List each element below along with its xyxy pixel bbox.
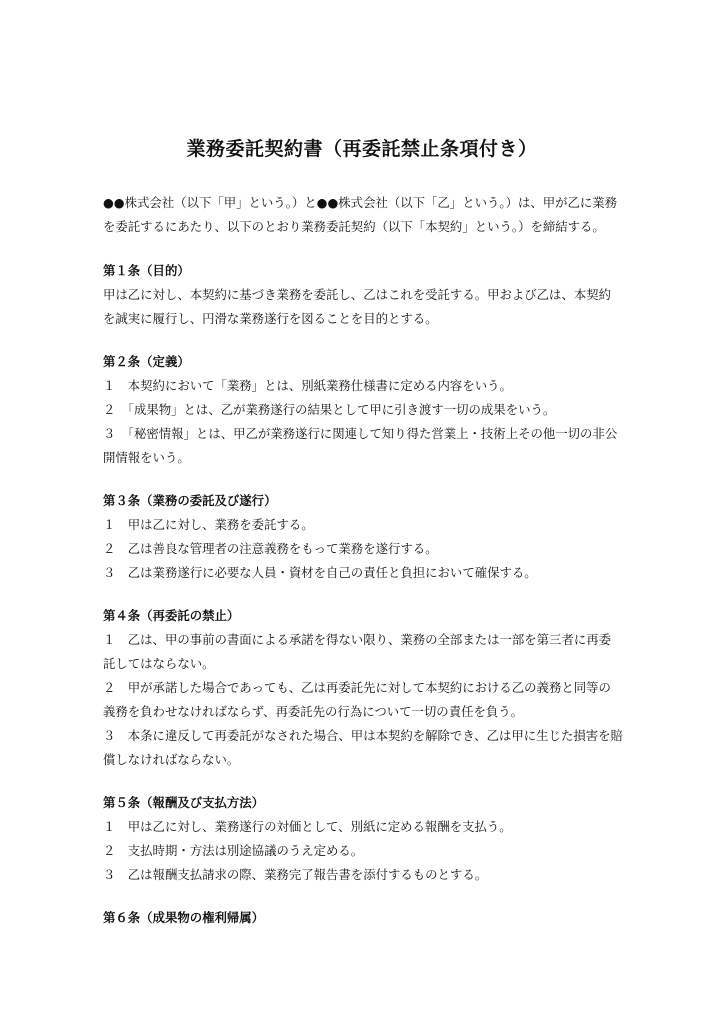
article-4 <box>103 604 623 772</box>
document-content <box>103 191 623 949</box>
article-heading: 第５条（報酬及び支払方法） <box>103 795 265 810</box>
clause: ２ 乙は善良な管理者の注意義務をもって業務を遂行する。 <box>103 541 438 556</box>
clause: １ 甲は乙に対し、業務遂行の対価として、別紙に定める報酬を支払う。 <box>103 819 512 834</box>
clause: ２ 「成果物」とは、乙が業務遂行の結果として甲に引き渡す一切の成果をいう。 <box>103 402 556 417</box>
intro-paragraph: ●●株式会社（以下「甲」という。）と●●株式会社（以下「乙」という。）は、甲が乙に業務を委託するにあたり、以下のとおり業務委託契約（以下「本契約」という。）を締結する。 <box>103 195 618 234</box>
article-heading: 第６条（成果物の権利帰属） <box>103 910 265 925</box>
article-heading: 第２条（定義） <box>103 354 190 369</box>
article-body: 甲は乙に対し、本契約に基づき業務を委託し、乙はこれを受託する。甲および乙は、本契約を誠実に履行し、円滑な業務遂行を図ることを目的とする。 <box>103 287 612 326</box>
article-5 <box>103 791 623 887</box>
article-1 <box>103 259 623 331</box>
clause: １ 乙は、甲の事前の書面による承諾を得ない限り、業務の全部または一部を第三者に再委託してはならない。 <box>103 632 612 671</box>
clause: ３ 乙は業務遂行に必要な人員・資材を自己の責任と負担において確保する。 <box>103 565 537 580</box>
clause: ３ 本条に違反して再委託がなされた場合、甲は本契約を解除でき、乙は甲に生じた損害を賠償しなければならない。 <box>103 728 623 767</box>
article-heading: 第１条（目的） <box>103 263 190 278</box>
article-6 <box>103 906 623 930</box>
clause: １ 甲は乙に対し、業務を委託する。 <box>103 517 314 532</box>
article-heading: 第３条（業務の委託及び遂行） <box>103 493 277 508</box>
clause: １ 本契約において「業務」とは、別紙業務仕様書に定める内容をいう。 <box>103 378 512 393</box>
article-2 <box>103 350 623 470</box>
clause: ２ 甲が承諾した場合であっても、乙は再委託先に対して本契約における乙の義務と同等の義務を負わせなければならず、再委託先の行為について一切の責任を負う。 <box>103 680 611 719</box>
clause: ３ 「秘密情報」とは、甲乙が業務遂行に関連して知り得た営業上・技術上その他一切の非公開情報をいう。 <box>103 426 618 465</box>
article-heading: 第４条（再委託の禁止） <box>103 608 240 623</box>
article-3 <box>103 489 623 585</box>
clause: ２ 支払時期・方法は別途協議のうえ定める。 <box>103 843 364 858</box>
document-title: 業務委託契約書（再委託禁止条項付き） <box>186 138 538 160</box>
clause: ３ 乙は報酬支払請求の際、業務完了報告書を添付するものとする。 <box>103 867 488 882</box>
